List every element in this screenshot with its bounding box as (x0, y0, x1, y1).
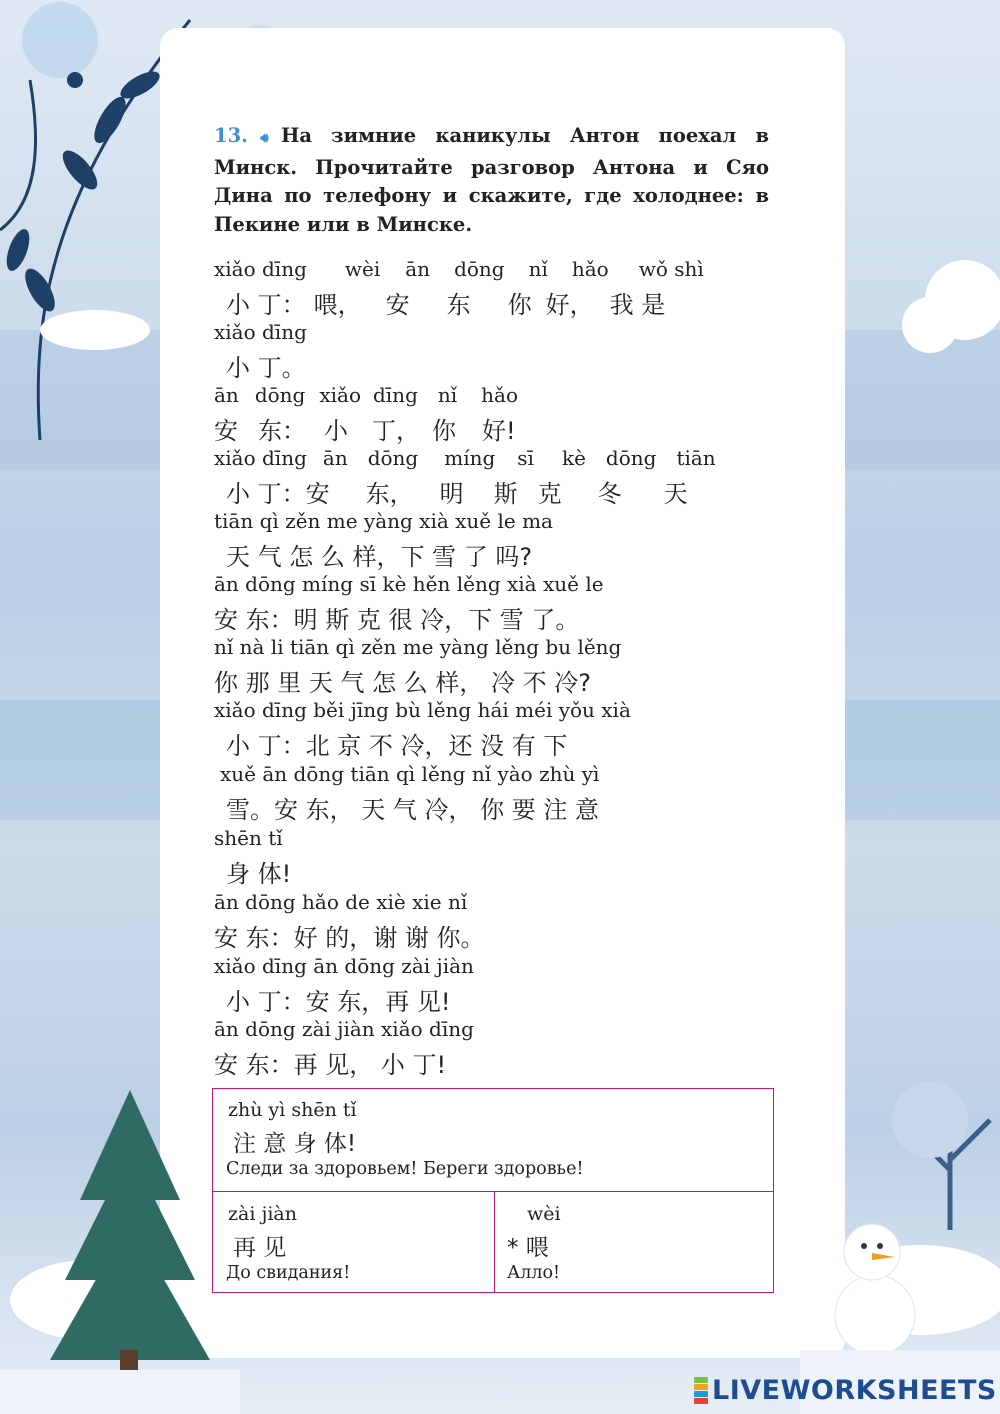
hanzi-row (214, 600, 579, 635)
pinyin-word: xiǎo dīng (214, 257, 307, 281)
vocab-hanzi: * 喂 (507, 1235, 549, 1261)
hanzi-word: 你 (507, 291, 532, 319)
hanzi-word: 天 (663, 480, 688, 508)
hanzi-word: 冬 (597, 480, 622, 508)
hanzi-row (214, 918, 485, 953)
vocab-cell-left (213, 1191, 495, 1292)
snowman-illustration (800, 1070, 1000, 1414)
pinyin-row (214, 635, 621, 659)
pinyin-row (214, 762, 599, 786)
pinyin-word: dōng (605, 446, 657, 470)
hanzi-word: 我 是 (609, 291, 666, 319)
pinyin-row (214, 509, 553, 533)
hanzi-word: 东 (446, 291, 471, 319)
task-text: На зимние каникулы Антон поехал в Минск. Прочитайте разговор Антона и Сяо Дина по телефону и скажите, где холоднее: в Пекине или в Минске. (214, 124, 769, 236)
pinyin-row (214, 446, 716, 470)
hanzi-row (214, 663, 591, 698)
hanzi-word: 丁， (372, 417, 420, 445)
vocab-cell-top (213, 1089, 773, 1192)
hanzi-word: 明 (439, 480, 464, 508)
hanzi-text: 安 东：明 斯 克 很 冷，下 雪 了。 (214, 606, 580, 634)
vocab-pinyin: zhù yì shēn tǐ (228, 1099, 357, 1121)
pinyin-word: wèi (344, 257, 381, 281)
pinyin-word: hǎo (571, 257, 609, 281)
hanzi-text: 雪。安 东， 天 气 冷， 你 要 注 意 (226, 796, 600, 824)
pinyin-text: ān dōng hǎo de xiè xie nǐ (214, 890, 468, 914)
pinyin-word: ān (405, 257, 431, 281)
pinyin-word: dōng (454, 257, 505, 281)
hanzi-row (214, 726, 567, 761)
pinyin-text: nǐ nà li tiān qì zěn me yàng lěng bu lěng (214, 635, 622, 659)
pinyin-row (214, 257, 704, 281)
pinyin-word: nǐ (437, 383, 458, 407)
pinyin-row (214, 1017, 474, 1041)
hanzi-text: 天 气 怎 么 样，下 雪 了 吗? (226, 543, 533, 571)
hanzi-row (214, 982, 451, 1017)
hanzi-word: 好! (482, 417, 516, 445)
pinyin-text: tiān qì zěn me yàng xià xuě le ma (214, 509, 553, 533)
vocabulary-box (212, 1088, 774, 1293)
pinyin-word: nǐ (528, 257, 548, 281)
hanzi-word: 小 (324, 417, 348, 445)
vocab-translation: Алло! (507, 1263, 561, 1283)
hanzi-word: 小 丁： (226, 480, 306, 508)
pinyin-word: ān (214, 383, 239, 407)
hanzi-row (214, 474, 688, 509)
pinyin-text: xiǎo dīng běi jīng bù lěng hái méi yǒu xià (214, 698, 631, 722)
pinyin-row (214, 572, 604, 596)
audio-icon[interactable]: 🔊︎ (247, 131, 281, 146)
hanzi-word: 好， (545, 291, 594, 319)
pinyin-row (214, 698, 631, 722)
vocab-cell-right (495, 1191, 773, 1292)
pinyin-word: dōng (367, 446, 419, 470)
pinyin-word: ān (322, 446, 348, 470)
hanzi-row (214, 1045, 446, 1080)
pinyin-text: xuě ān dōng tiān qì lěng nǐ yào zhù yì (220, 762, 600, 786)
vocab-hanzi: 注 意 身 体! (233, 1131, 357, 1157)
pinyin-text: xiǎo dīng ān dōng zài jiàn (214, 954, 474, 978)
hanzi-word: 小 丁。 (226, 354, 306, 382)
logo-icon (694, 1377, 708, 1404)
vocab-hanzi: 再 见 (233, 1235, 287, 1261)
pinyin-word: hǎo (481, 383, 519, 407)
hanzi-row (214, 411, 516, 446)
cloud-decoration (900, 240, 1000, 370)
christmas-tree-illustration (0, 1050, 240, 1414)
hanzi-text: 身 体! (226, 860, 292, 888)
vocab-pinyin: wèi (527, 1203, 561, 1225)
hanzi-row (214, 348, 306, 383)
hanzi-word: 斯 (493, 480, 518, 508)
hanzi-text: 安 东：好 的，谢 谢 你。 (214, 924, 485, 952)
pinyin-word: dōng (254, 383, 306, 407)
hanzi-word: 安 (385, 291, 410, 319)
pinyin-text: ān dōng zài jiàn xiǎo dīng (214, 1017, 474, 1041)
pinyin-text: shēn tǐ (214, 826, 283, 850)
pinyin-word: sī (517, 446, 534, 470)
liveworksheets-logo[interactable] (694, 1374, 997, 1406)
hanzi-word: 克 (537, 480, 562, 508)
pinyin-word: kè (561, 446, 586, 470)
hanzi-word: 喂， (313, 291, 362, 319)
hanzi-word: 安 (305, 480, 330, 508)
pinyin-word: wǒ shì (638, 257, 704, 281)
task-instruction (214, 122, 769, 239)
hanzi-word: 安 (214, 417, 238, 445)
hanzi-row (214, 790, 599, 825)
hanzi-text: 小 丁：北 京 不 冷，还 没 有 下 (226, 732, 568, 760)
pinyin-word: tiān (676, 446, 716, 470)
hanzi-text: 你 那 里 天 气 怎 么 样， 冷 不 冷? (214, 669, 592, 697)
pinyin-word: xiǎo dīng (214, 446, 307, 470)
hanzi-text: 安 东：再 见， 小 丁! (214, 1051, 447, 1079)
pinyin-word: xiǎo dīng (214, 320, 307, 344)
vocab-pinyin: zài jiàn (228, 1203, 297, 1225)
pinyin-row (214, 383, 518, 407)
hanzi-word: 东： (258, 417, 306, 445)
hanzi-row (214, 537, 532, 572)
pinyin-text: ān dōng míng sī kè hěn lěng xià xuě le (214, 572, 604, 596)
hanzi-row (214, 285, 665, 320)
task-number: 13. (214, 124, 248, 147)
hanzi-word: 你 (432, 417, 456, 445)
pinyin-word: míng (444, 446, 496, 470)
vocab-translation: До свидания! (226, 1263, 351, 1283)
pinyin-row (214, 826, 283, 850)
pinyin-row (214, 890, 467, 914)
pinyin-row (214, 954, 474, 978)
pinyin-row (214, 320, 307, 344)
hanzi-word: 东， (365, 480, 414, 508)
pinyin-word: xiǎo (319, 383, 361, 407)
pinyin-word: dīng (372, 383, 418, 407)
logo-text: LIVEWORKSHEETS (712, 1374, 997, 1406)
vocab-translation: Следи за здоровьем! Береги здоровье! (226, 1159, 584, 1179)
hanzi-text: 小 丁：安 东，再 见! (226, 988, 451, 1016)
hanzi-word: 小 丁： (226, 291, 306, 319)
hanzi-row (214, 854, 291, 889)
